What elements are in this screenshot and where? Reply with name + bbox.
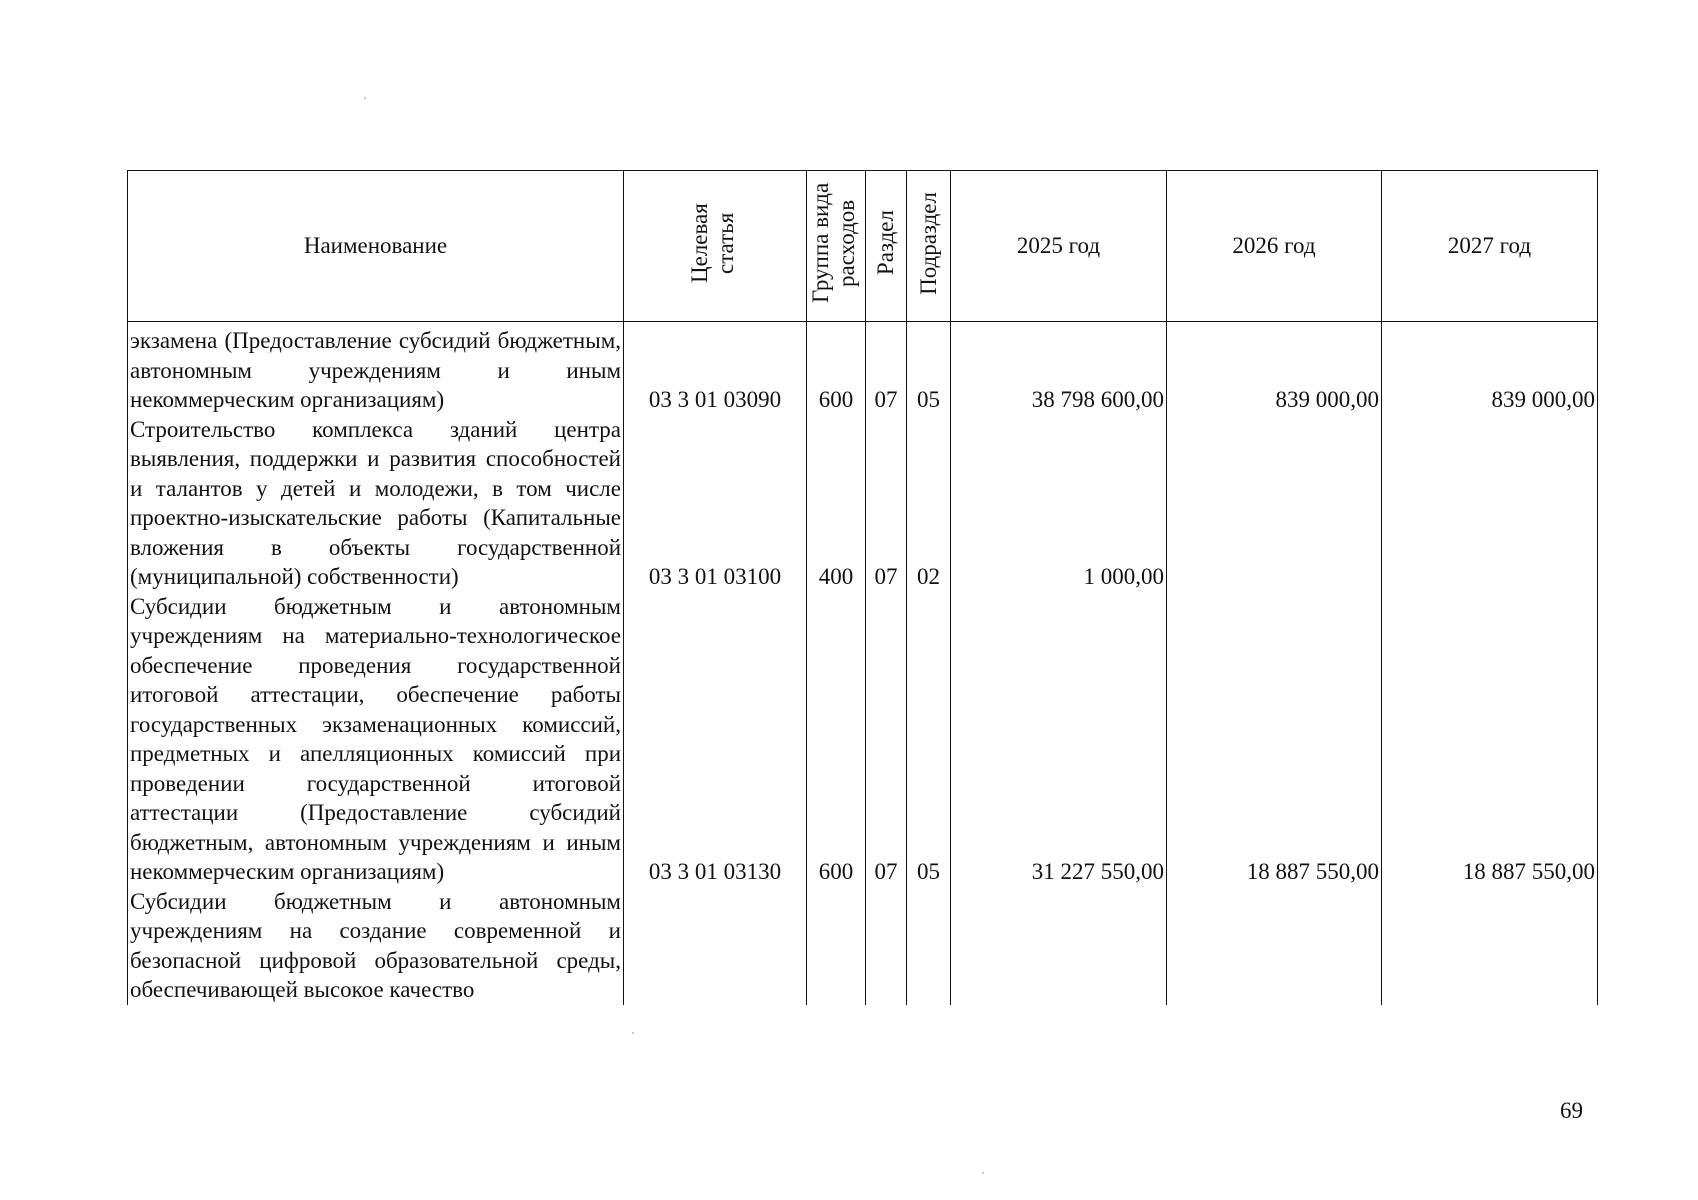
row-subsection: 02 [907, 415, 951, 592]
scan-speck [632, 1032, 634, 1034]
row-2025: 1 000,00 [951, 415, 1167, 592]
row-expense-group: 600 [807, 592, 866, 887]
table-row [128, 322, 1598, 415]
row-expense-group: 600 [807, 322, 866, 415]
row-subsection: 05 [907, 592, 951, 887]
row-name: экзамена (Предоставление субсидий бюджетным, автономным учреждениям и иным некоммерческим организациям) [128, 322, 624, 415]
row-name: Строительство комплекса зданий центра выявления, поддержки и развития способностей и талантов у детей и молодежи, в том числе проектно-изыскательские работы (Капитальные вложения в объекты государственной (муниципальной) собственности) [128, 415, 624, 592]
header-subsection: Подраздел [907, 171, 951, 322]
header-section: Раздел [866, 171, 907, 322]
row-target-article [624, 887, 807, 1005]
header-name: Наименование [128, 171, 624, 322]
table-row [128, 415, 1598, 592]
row-2026: 18 887 550,00 [1167, 592, 1382, 887]
row-2027: 839 000,00 [1382, 322, 1598, 415]
row-section [866, 887, 907, 1005]
row-section: 07 [866, 415, 907, 592]
scan-speck [982, 1172, 984, 1174]
table-row [128, 887, 1598, 1005]
row-subsection: 05 [907, 322, 951, 415]
header-2025: 2025 год [951, 171, 1167, 322]
row-2026 [1167, 415, 1382, 592]
table-row [128, 592, 1598, 887]
row-2025: 38 798 600,00 [951, 322, 1167, 415]
row-2027 [1382, 415, 1598, 592]
row-section: 07 [866, 592, 907, 887]
row-expense-group: 400 [807, 415, 866, 592]
row-target-article: 03 3 01 03130 [624, 592, 807, 887]
header-2026: 2026 год [1167, 171, 1382, 322]
row-expense-group [807, 887, 866, 1005]
row-name: Субсидии бюджетным и автономным учреждениям на создание современной и безопасной цифровой образовательной среды, обеспечивающей высокое качество [128, 887, 624, 1005]
row-2027 [1382, 887, 1598, 1005]
header-row [128, 171, 1598, 322]
header-target-article: Целевая статья [624, 171, 807, 322]
row-subsection [907, 887, 951, 1005]
row-target-article: 03 3 01 03100 [624, 415, 807, 592]
budget-table [127, 170, 1598, 1005]
scan-speck [364, 97, 366, 99]
row-section: 07 [866, 322, 907, 415]
row-2025 [951, 887, 1167, 1005]
row-name: Субсидии бюджетным и автономным учреждениям на материально-технологическое обеспечение проведения государственной итоговой аттестации, обеспечение работы государственных экзаменационных комиссий, предметных и апелляционных комиссий при проведении государственной итоговой аттестации (Предоставление субсидий бюджетным, автономным учреждениям и иным некоммерческим организациям) [128, 592, 624, 887]
row-2026: 839 000,00 [1167, 322, 1382, 415]
row-2026 [1167, 887, 1382, 1005]
row-target-article: 03 3 01 03090 [624, 322, 807, 415]
header-expense-group: Группа вида расходов [807, 171, 866, 322]
header-2027: 2027 год [1382, 171, 1598, 322]
row-2025: 31 227 550,00 [951, 592, 1167, 887]
row-2027: 18 887 550,00 [1382, 592, 1598, 887]
page-number: 69 [1560, 1098, 1583, 1123]
